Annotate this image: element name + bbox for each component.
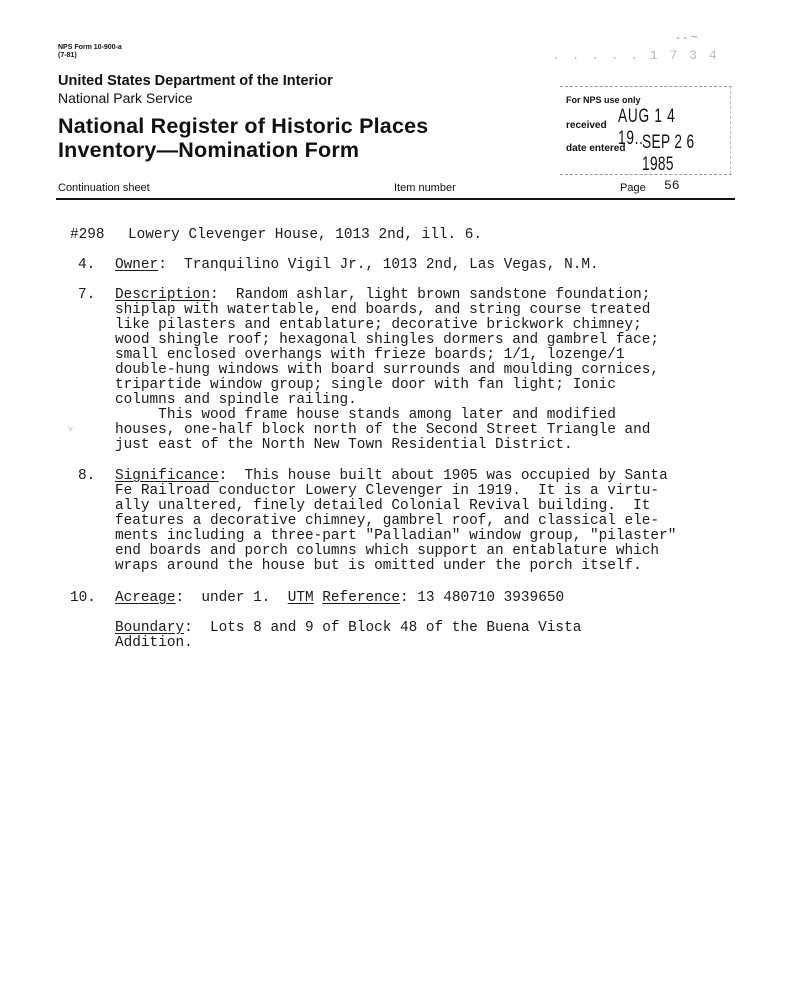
boundary-line-2: Addition. <box>115 635 193 651</box>
nps-use-label: For NPS use only <box>566 95 641 105</box>
entry-heading: Lowery Clevenger House, 1013 2nd, ill. 6. <box>128 227 483 243</box>
form-title-line-2: Inventory—Nomination Form <box>58 138 360 162</box>
acreage-label: Acreage <box>115 590 176 606</box>
owner-line <box>115 258 599 273</box>
box-border-top <box>560 86 732 87</box>
description-line-1 <box>115 288 650 303</box>
significance-number: 8. <box>78 468 96 484</box>
significance-line: end boards and porch columns which support an entablature which <box>115 543 660 559</box>
header-rule <box>56 198 735 200</box>
utm-label-a: UTM <box>287 590 314 606</box>
acreage-number: 10. <box>70 590 96 606</box>
date-entered-label: date entered <box>566 143 626 154</box>
date-entered-stamp: SEP 2 6 1985 <box>642 132 695 175</box>
form-title <box>58 114 428 162</box>
continuation-sheet-label: Continuation sheet <box>58 182 150 194</box>
significance-line: features a decorative chimney, gambrel roof, and classical ele- <box>115 513 660 529</box>
boundary-label: Boundary <box>115 620 185 636</box>
received-label: received <box>566 120 607 131</box>
description-first-text: : Random ashlar, light brown sandstone foundation; <box>210 287 651 303</box>
significance-line: ally unaltered, finely detailed Colonial Revival building. It <box>115 498 651 514</box>
owner-number: 4. <box>78 257 96 273</box>
corner-mark: - - ~ <box>676 30 698 44</box>
significance-line: Fe Railroad conductor Lowery Clevenger in 1919. It is a virtu- <box>115 483 660 499</box>
description-label: Description <box>115 287 210 303</box>
received-date-stamp: AUG 1 4 19.. <box>618 106 676 149</box>
continuation-row <box>56 178 734 197</box>
agency-block <box>58 73 333 107</box>
description-line: double-hung windows with board surrounds and moulding cornices, <box>115 362 660 378</box>
utm-value: : 13 480710 3939650 <box>400 590 565 606</box>
description-line: like pilasters and entablature; decorative brickwork chimney; <box>115 317 642 333</box>
significance-label: Significance <box>115 468 219 484</box>
utm-label-b: Reference <box>322 590 401 606</box>
department-name: United States Department of the Interior <box>58 73 333 89</box>
description-line: tripartide window group; single door with fan light; Ionic <box>115 377 616 393</box>
form-number: NPS Form 10-900-a <box>58 44 122 51</box>
owner-label: Owner <box>115 257 159 273</box>
margin-mark: ˅ <box>68 424 74 434</box>
acreage-value: : under 1. <box>175 590 288 606</box>
form-date: (7-81) <box>58 52 77 59</box>
significance-line-1 <box>115 469 668 484</box>
service-name: National Park Service <box>58 90 193 106</box>
significance-line: ments including a three-part "Palladian" window group, "pilaster" <box>115 528 677 544</box>
page-number: 56 <box>664 178 680 193</box>
boundary-text: : Lots 8 and 9 of Block 48 of the Buena Vista <box>184 620 582 636</box>
form-identifier <box>58 44 122 60</box>
item-number-label: Item number <box>394 182 456 194</box>
owner-text: : Tranquilino Vigil Jr., 1013 2nd, Las Vegas, N.M. <box>158 257 599 273</box>
description-line: wood shingle roof; hexagonal shingles dormers and gambrel face; <box>115 332 660 348</box>
boundary-line-1 <box>115 621 581 636</box>
significance-first-text: : This house built about 1905 was occupied by Santa <box>218 468 668 484</box>
description-number: 7. <box>78 287 96 303</box>
description-line: shiplap with watertable, end boards, and string course treated <box>115 302 651 318</box>
significance-line: wraps around the house but is omitted under the porch itself. <box>115 558 642 574</box>
description-line: houses, one-half block north of the Second Street Triangle and <box>115 422 651 438</box>
nps-use-box <box>560 86 734 176</box>
acreage-line <box>115 591 564 606</box>
description-line: just east of the North New Town Residential District. <box>115 437 573 453</box>
form-title-line-1: National Register of Historic Places <box>58 114 429 138</box>
box-border-right <box>730 86 731 174</box>
page-label: Page <box>620 182 646 194</box>
description-line: This wood frame house stands among later and modified <box>115 407 616 423</box>
description-line: columns and spindle railing. <box>115 392 357 408</box>
faded-stamp-number: . . . . . 1 7 3 4 <box>552 48 719 63</box>
description-line: small enclosed overhangs with frieze boards; 1/1, lozenge/1 <box>115 347 625 363</box>
entry-id: #298 <box>70 227 105 243</box>
